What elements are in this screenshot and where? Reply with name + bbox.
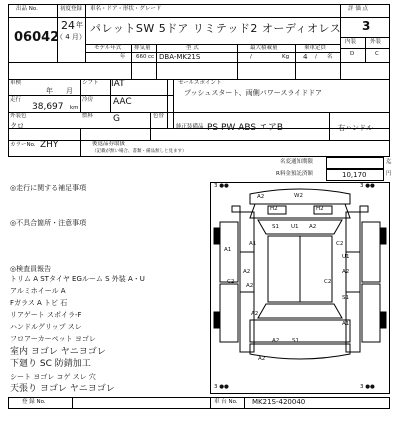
capacity-label: 乗車定員 (304, 45, 327, 51)
car-name-label: 車名・ドア・形状・グレード (90, 6, 162, 12)
damage-mark: C2 (324, 279, 332, 285)
mileage-unit: km (70, 105, 79, 111)
inspection-year-unit: 年 (46, 87, 53, 95)
damage-mark: A2 (251, 311, 259, 317)
inspection-label: 車検 (10, 80, 22, 86)
sales-points: プッシュスタート、両側パワースライドドア (184, 89, 322, 97)
damage-mark: A2 (246, 283, 254, 289)
report-line: 室内 ヨゴレ ヤニヨゴレ (10, 347, 106, 357)
first-reg-year-unit: 年 (76, 21, 83, 29)
report-line: トリム A STタイヤ EGルーム S 外装 A・U (10, 275, 145, 283)
report-line: 天張り ヨゴレ ヤニヨゴレ (10, 384, 115, 394)
max-load-label: 最大積載量 (250, 45, 278, 51)
transfer-deadline-box (326, 157, 384, 169)
max-load-slash: / (250, 54, 252, 60)
damage-mark: S1 (272, 224, 279, 230)
model-code: DBA-MK21S (159, 53, 201, 61)
equipment: PS PW ABS エアB (207, 123, 284, 133)
model-year-label: モデル年式 (94, 45, 122, 51)
recycle-label: 後退品券取扱 (92, 141, 126, 147)
damage-mark: C2 (336, 241, 344, 247)
ac: AAC (113, 97, 132, 107)
repair-notes-label: ◎走行に関する補足事項 (10, 184, 87, 192)
capacity: 4 (303, 53, 308, 61)
transfer-deadline-label: 名変通知期限 (280, 159, 314, 165)
first-reg-month: （ 4 月） (56, 33, 86, 41)
ext-color: クロ (10, 122, 24, 130)
damage-mark: A1 (224, 247, 232, 253)
displacement-unit: cc (148, 54, 155, 60)
chassis-no: MK21S-420040 (252, 398, 306, 406)
damage-mark: H2 (270, 206, 278, 212)
damage-mark: H2 (316, 206, 324, 212)
damage-mark: A2 (243, 269, 251, 275)
transfer-deadline-unit: 迄 (386, 159, 392, 165)
recycle-note: （記載が無い場合、書類・備品無しと見ます） (92, 149, 187, 154)
damage-mark: U1 (291, 224, 299, 230)
damage-mark: U1 (342, 254, 350, 260)
equipment-label: 純正装備品 (176, 124, 204, 130)
report-line: ハンドルグリップ スレ (10, 323, 82, 331)
mileage: 38,697 (32, 102, 64, 112)
handle-side: 右ハンドル (338, 124, 373, 132)
diagram-corner-tr: 3 ●● (360, 183, 375, 189)
defect-notes-label: ◎不具合箇所・注意事項 (10, 219, 87, 227)
interior-label: 内装 (345, 39, 357, 45)
diagram-corner-tl: 3 ●● (214, 183, 229, 189)
reg-no-label: 登 録 No. (22, 399, 46, 405)
report-line: アルミホイール A (10, 287, 66, 295)
damage-mark: A1 (249, 241, 257, 247)
damage-mark: A2 (258, 356, 266, 362)
damage-mark: A2 (309, 224, 317, 230)
capacity-unit: 名 (327, 54, 333, 60)
type-label: 型 式 (186, 45, 199, 51)
damage-mark: A1 (342, 321, 350, 327)
report-line: リアゲート スポイラ-F (10, 311, 82, 319)
shift: IAT (111, 79, 125, 89)
interior-grade: D (350, 51, 355, 57)
recycle-fee-label: R料金預託済額 (276, 171, 313, 177)
lot-label: 出品 No. (16, 6, 38, 12)
first-reg-label: 初度登録 (60, 6, 83, 12)
recycle-fee: 10,170 (342, 171, 367, 179)
overall-score: 3 (362, 19, 371, 33)
diagram-corner-bl: 3 ●● (214, 384, 229, 390)
damage-mark: C2 (227, 279, 235, 285)
car-outline-diagram (210, 182, 390, 394)
color-change-label: 色替 (153, 113, 165, 119)
report-line: 下廻り SC 防錆加工 (10, 359, 91, 369)
inspector-report-label: ◎検査員報告 (10, 265, 52, 273)
model-year-unit: 年 (120, 54, 126, 60)
color-no-label: カラーNo. (10, 142, 36, 148)
diagram-corner-br: 3 ●● (360, 384, 375, 390)
ac-label: 冷房 (82, 97, 94, 103)
report-line: シート ヨゴレ コゲ スレ 穴 (10, 373, 96, 381)
exterior-label: 外装 (370, 39, 382, 45)
score-label: 評 価 点 (348, 6, 368, 12)
fuel: G (113, 114, 120, 124)
capacity-slash: / (315, 54, 317, 60)
first-reg-year: 24 (61, 19, 75, 32)
damage-mark: W2 (294, 193, 303, 199)
registration-row (8, 397, 390, 409)
color-no: ZHY (40, 140, 59, 150)
damage-mark: A2 (257, 194, 265, 200)
mileage-label: 走行 (10, 97, 22, 103)
exterior-grade: C (375, 51, 379, 57)
report-line: フロアーカーペット ヨゴレ (10, 335, 96, 343)
sales-points-label: セールスポイント (178, 80, 222, 86)
fuel-label: 燃料 (82, 113, 94, 119)
ext-color-label: 外装色 (10, 113, 27, 119)
damage-mark: S1 (292, 338, 299, 344)
damage-mark: A2 (272, 338, 280, 344)
shift-label: シフト (82, 80, 99, 86)
chassis-label: 車 台 No. (214, 399, 238, 405)
recycle-fee-unit: 円 (386, 171, 392, 177)
damage-mark: S1 (342, 295, 349, 301)
damage-mark: A2 (342, 269, 350, 275)
car-name: パレットSW 5ドア リミテッド2 オーディオレス (90, 22, 342, 35)
max-load-unit: Kg (282, 54, 290, 60)
report-line: Fガラス A トビ 石 (10, 299, 68, 307)
displacement: 660 (136, 54, 147, 60)
inspection-month-unit: 月 (66, 87, 73, 95)
displacement-label: 排気量 (134, 45, 151, 51)
lot-number: 06042 (14, 30, 60, 45)
